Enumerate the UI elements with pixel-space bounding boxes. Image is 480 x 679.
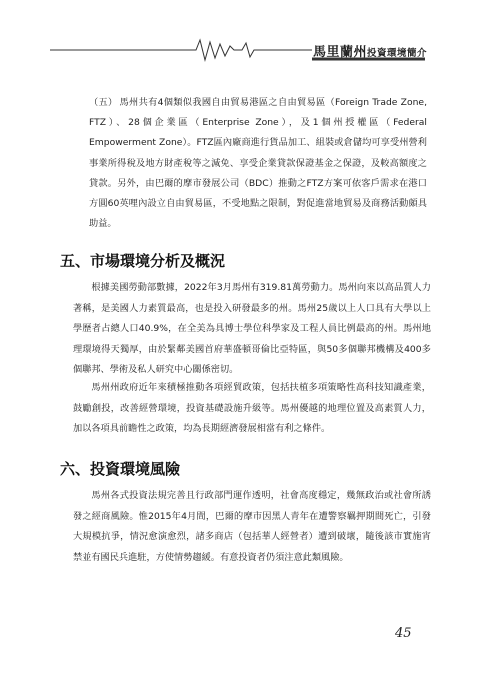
header-title-main: 馬里蘭州 (313, 45, 368, 60)
section-5-heading: 五、市場環境分析及概況 (60, 252, 226, 270)
item-5-text: 馬州共有4個類似我國自由貿易港區之自由貿易區（Foreign Trade Zone, FTZ）、28個企業區（Enterprise Zone），及1個州授權區（Federal Empowerment Zone）。FTZ區內廠商進行貨品加工、組裝或倉儲均可享受州營利事業所得稅及地方財產稅等之減免、享受企業貸款保證基金之保證，及較高額度之貸款。另外，由巴爾的摩市發展公司（BDC）推動之FTZ方案可依客戶需求在港口方圓60英哩內設立自由貿易區，不受地點之限制，對促進當地貿易及商務活動頗具助益。 (89, 97, 427, 230)
header-title-sub: 投資環境簡介 (367, 48, 428, 59)
section-6-paragraph-1: 馬州各式投資法規完善且行政部門運作透明，社會高度穩定，幾無政治或社會所誘發之經商風險。惟2015年4月間，巴爾的摩市因黑人青年在遭警察羈押期間死亡，引發大規模抗爭，情況愈演愈烈，諸多商店（包括華人經營者）遭到破壞，隨後該市實施宵禁並有國民兵進駐，方使情勢趨緩。有意投資者仍須注意此類風險。 (73, 490, 431, 563)
section-6-heading: 六、投資環境風險 (60, 460, 181, 478)
section-5-paragraph-1: 根據美國勞動部數據，2022年3月馬州有319.81萬勞動力。馬州向來以高品質人力著稱，是美國人力素質最高，也是投入研發最多的州。馬州25歲以上人口具有大學以上學歷者占總人口40.9%，在全美為具博士學位科學家及工程人員比例最高的州。馬州地理環境得天獨厚，由於緊鄰美國首府華盛頓哥倫比亞特區，與50多個聯邦機構及400多個聯邦、學術及私人研究中心關係密切。 (73, 282, 431, 375)
section-5-paragraph-2: 馬州州政府近年來積極推動各項經貿政策，包括扶植多項策略性高科技知識產業，鼓勵創投，改善經營環境，投資基礎設施升級等。馬州優越的地理位置及高素質人力，加以各項具前瞻性之政策，均為長期經濟發展相當有利之條件。 (73, 382, 431, 434)
item-5-paragraph (89, 93, 427, 234)
page-number: 45 (395, 626, 412, 641)
running-header-title (313, 41, 427, 60)
item-5-label: （五） (89, 97, 118, 108)
